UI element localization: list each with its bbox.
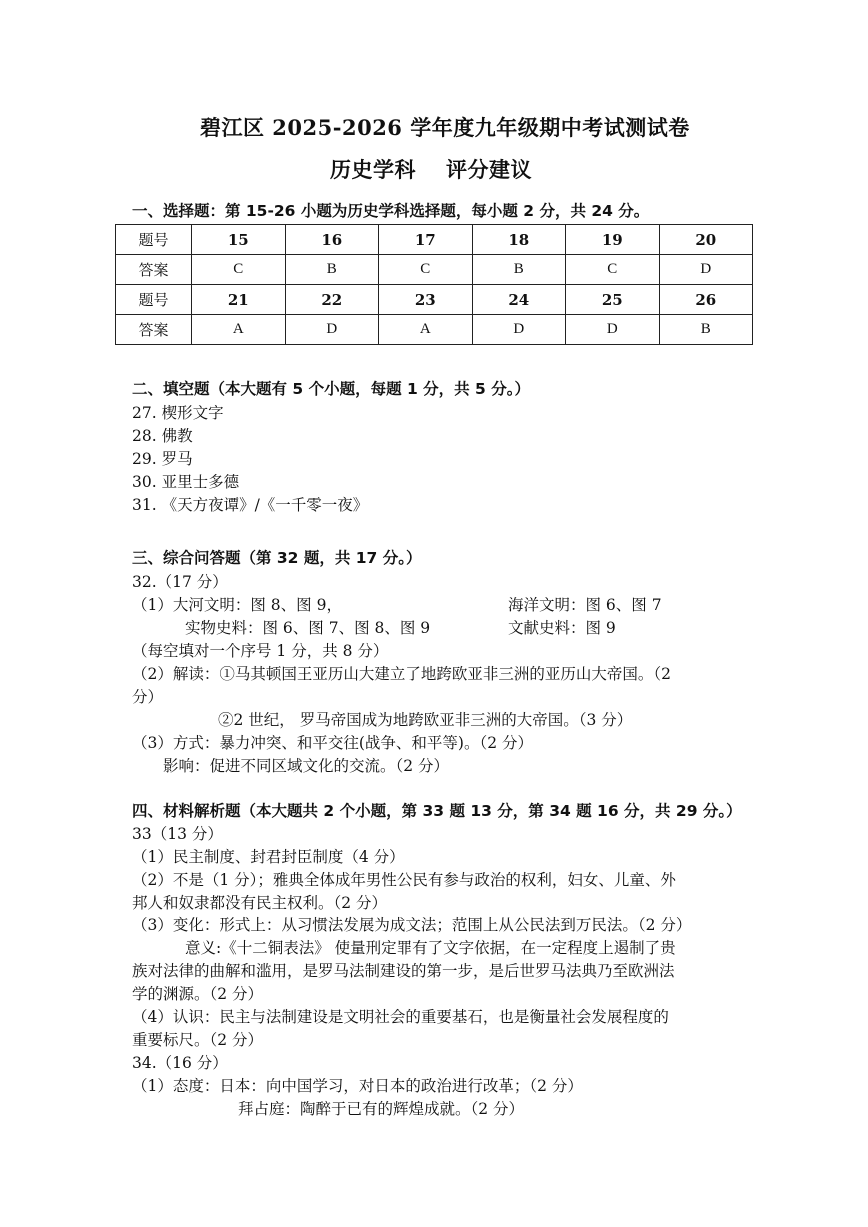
- table-cell: 24: [472, 285, 566, 315]
- table-cell: 22: [285, 285, 379, 315]
- subject-label: 历史学科: [330, 157, 416, 182]
- table-cell: 16: [285, 225, 379, 255]
- section4-heading: 四、材料解析题（本大题共 2 个小题，第 33 题 13 分，第 34 题 16 分，共 29 分。）: [132, 802, 742, 820]
- table-row: [116, 285, 753, 315]
- table-row: [116, 255, 753, 285]
- row-label: 答案: [116, 315, 192, 345]
- answer-line: （2）不是（1 分）；雅典全体成年男性公民有参与政治的权利，妇女、儿童、外: [132, 871, 676, 889]
- row-label: 题号: [116, 285, 192, 315]
- row-label: 答案: [116, 255, 192, 285]
- table-cell: 20: [659, 225, 753, 255]
- table-cell: 25: [566, 285, 660, 315]
- answer-line: （3）方式：暴力冲突、和平交往(战争、和平等)。（2 分）: [132, 734, 533, 752]
- answer-line: 文献史料：图 9: [508, 619, 616, 637]
- answer-line: 重要标尺。（2 分）: [132, 1031, 264, 1049]
- table-row: [116, 315, 753, 345]
- list-item: 28. 佛教: [132, 427, 193, 445]
- answer-line: ②2 世纪， 罗马帝国成为地跨欧亚非三洲的大帝国。（3 分）: [218, 711, 633, 729]
- list-item: 29. 罗马: [132, 450, 193, 468]
- row-label: 题号: [116, 225, 192, 255]
- table-cell: C: [566, 255, 660, 285]
- table-cell: 23: [379, 285, 473, 315]
- table-cell: D: [659, 255, 753, 285]
- table-cell: A: [192, 315, 286, 345]
- section3-heading: 三、综合问答题（第 32 题，共 17 分。）: [132, 549, 422, 567]
- table-cell: 26: [659, 285, 753, 315]
- table-row: [116, 225, 753, 255]
- question-number: 34.（16 分）: [132, 1054, 228, 1072]
- answer-line: 拜占庭：陶醉于已有的辉煌成就。（2 分）: [238, 1100, 525, 1118]
- table-cell: D: [285, 315, 379, 345]
- page-title: 碧江区 2025-2026 学年度九年级期中考试测试卷: [200, 115, 690, 140]
- answer-line: 学的渊源。（2 分）: [132, 985, 264, 1003]
- question-number: 32.（17 分）: [132, 573, 228, 591]
- answer-line: 海洋文明：图 6、图 7: [508, 596, 662, 614]
- answer-line: （每空填对一个序号 1 分，共 8 分）: [132, 642, 389, 660]
- answer-line: （4）认识：民主与法制建设是文明社会的重要基石，也是衡量社会发展程度的: [132, 1008, 669, 1026]
- answer-line: （2）解读：①马其顿国王亚历山大建立了地跨欧亚非三洲的亚历山大帝国。（2: [132, 665, 671, 683]
- answer-line: 邦人和奴隶都没有民主权利。（2 分）: [132, 894, 388, 912]
- table-cell: 17: [379, 225, 473, 255]
- table-cell: 18: [472, 225, 566, 255]
- answer-line: 分）: [132, 688, 164, 706]
- table-cell: B: [659, 315, 753, 345]
- answer-line: 33（13 分）: [132, 825, 223, 843]
- table-cell: 15: [192, 225, 286, 255]
- answer-line: 意义:《十二铜表法》 使量刑定罪有了文字依据，在一定程度上遏制了贵: [185, 939, 676, 957]
- list-item: 30. 亚里士多德: [132, 473, 240, 491]
- table-cell: 19: [566, 225, 660, 255]
- answer-table: [115, 224, 753, 345]
- answer-line: 族对法律的曲解和滥用，是罗马法制建设的第一步，是后世罗马法典乃至欧洲法: [132, 962, 675, 980]
- table-cell: C: [192, 255, 286, 285]
- answer-line: （1）民主制度、封君封臣制度（4 分）: [132, 848, 405, 866]
- table-cell: B: [285, 255, 379, 285]
- answer-line: （1）态度：日本：向中国学习，对日本的政治进行改革；（2 分）: [132, 1077, 583, 1095]
- table-cell: 21: [192, 285, 286, 315]
- answer-line: 影响：促进不同区域文化的交流。（2 分）: [163, 757, 450, 775]
- subtitle-label: 评分建议: [446, 157, 532, 182]
- answer-line: （3）变化：形式上：从习惯法发展为成文法；范围上从公民法到万民法。（2 分）: [132, 916, 692, 934]
- table-cell: C: [379, 255, 473, 285]
- section2-heading: 二、填空题（本大题有 5 个小题，每题 1 分，共 5 分。）: [132, 380, 530, 398]
- list-item: 27. 楔形文字: [132, 404, 224, 422]
- answer-line: （1）大河文明：图 8、图 9，: [132, 596, 342, 614]
- answer-line: 实物史料：图 6、图 7、图 8、图 9: [185, 619, 431, 637]
- table-cell: A: [379, 315, 473, 345]
- table-cell: B: [472, 255, 566, 285]
- table-cell: D: [472, 315, 566, 345]
- section1-heading: 一、选择题：第 15-26 小题为历史学科选择题，每小题 2 分，共 24 分。: [132, 202, 650, 220]
- table-cell: D: [566, 315, 660, 345]
- list-item: 31. 《天方夜谭》/《一千零一夜》: [132, 496, 369, 514]
